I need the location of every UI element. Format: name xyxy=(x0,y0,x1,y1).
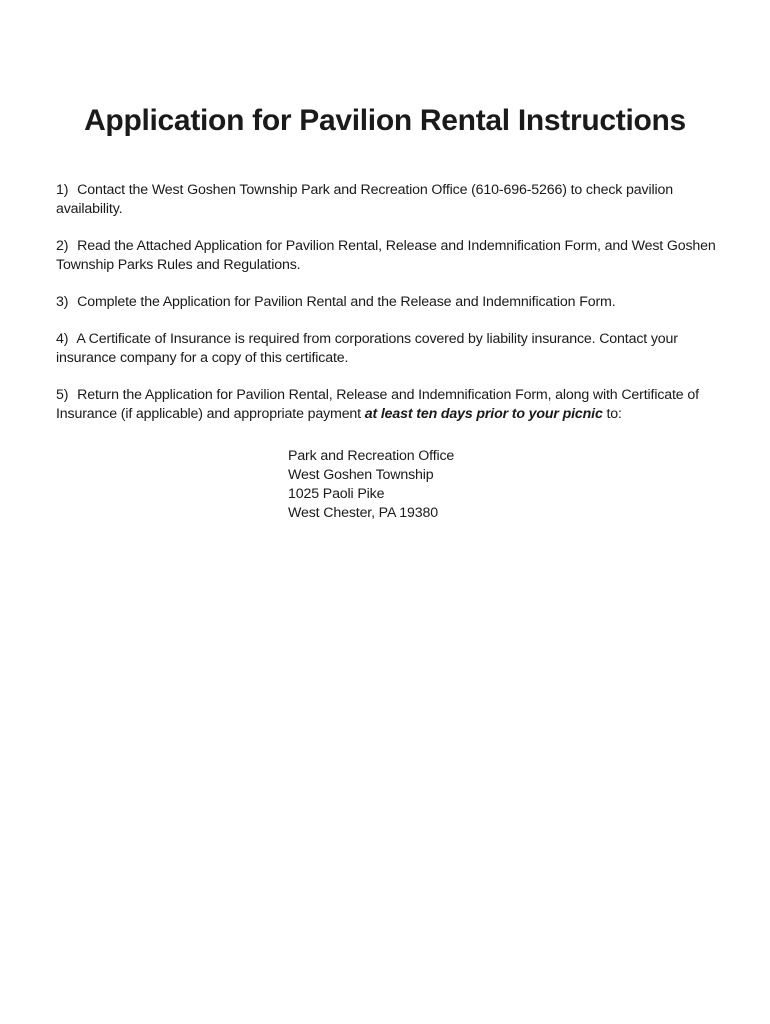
instruction-step-1 xyxy=(56,181,726,219)
address-line-office: Park and Recreation Office xyxy=(288,448,455,464)
instruction-step-4 xyxy=(56,330,726,368)
step-text: Read the Attached Application for Pavilion Rental, Release and Indemnification Form, and West Goshen Township Parks Rules and Regulations. xyxy=(56,238,716,273)
step-text: Contact the West Goshen Township Park and Recreation Office (610-696-5266) to check pavilion availability. xyxy=(56,182,673,217)
instruction-step-2 xyxy=(56,237,726,275)
step-text: Complete the Application for Pavilion Rental and the Release and Indemnification Form. xyxy=(77,294,616,310)
step-number: 5) xyxy=(56,387,69,403)
step-text: Return the Application for Pavilion Rental, Release and Indemnification Form, along with Certificate of Insurance (if applicable) and appropriate payment xyxy=(56,387,699,422)
step-text-end: to: xyxy=(602,406,622,422)
step-number: 4) xyxy=(56,331,69,347)
step-number: 2) xyxy=(56,238,69,254)
mailing-address xyxy=(288,447,454,523)
address-line-street: 1025 Paoli Pike xyxy=(288,486,385,502)
instruction-step-5 xyxy=(56,386,726,424)
address-line-township: West Goshen Township xyxy=(288,467,434,483)
address-line-city: West Chester, PA 19380 xyxy=(288,505,438,521)
instruction-list xyxy=(56,181,726,442)
page-title: Application for Pavilion Rental Instructions xyxy=(84,104,686,137)
step-text: A Certificate of Insurance is required from corporations covered by liability insurance. Contact your insurance company for a copy of this certificate. xyxy=(56,331,678,366)
deadline-emphasis: at least ten days prior to your picnic xyxy=(364,406,603,422)
step-number: 3) xyxy=(56,294,69,310)
step-number: 1) xyxy=(56,182,69,198)
instruction-step-3 xyxy=(56,293,726,312)
